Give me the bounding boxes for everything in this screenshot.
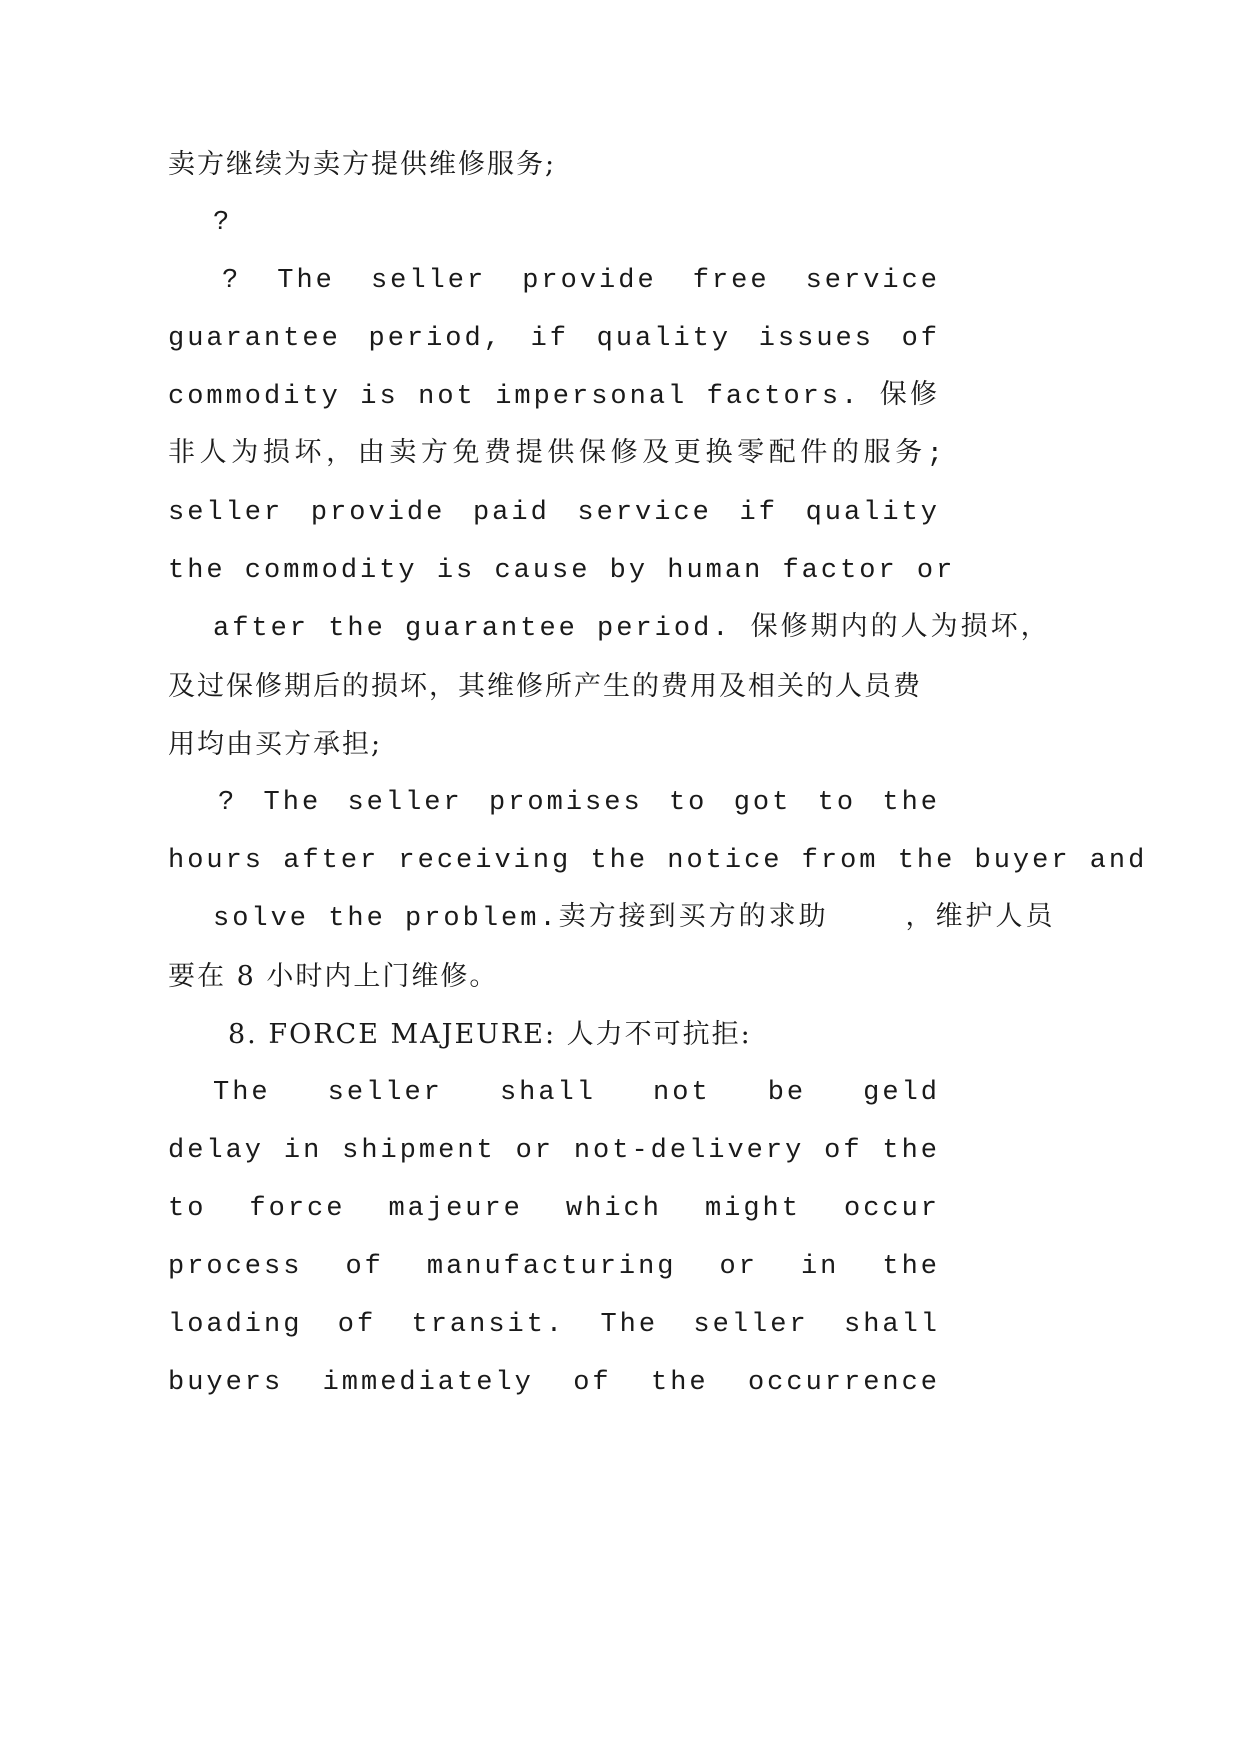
- text-line: 用均由买方承担;: [168, 729, 383, 760]
- text-line: 及过保修期后的损坏，其维修所产生的费用及相关的人员费: [168, 671, 922, 702]
- text-line: guarantee period, if quality issues of: [168, 324, 940, 354]
- text-line: buyers immediately of the occurrence: [168, 1368, 940, 1398]
- text-line: ? The seller provide free service: [222, 266, 940, 296]
- text-line: 非人为损坏，由卖方免费提供保修及更换零配件的服务;: [168, 440, 946, 470]
- text-line: process of manufacturing or in the: [168, 1252, 940, 1282]
- section-heading: 8. FORCE MAJEURE: 人力不可抗拒:: [228, 1019, 752, 1050]
- text-line: The seller shall not be geld: [213, 1078, 940, 1108]
- text-line: delay in shipment or not-delivery of the: [168, 1136, 940, 1166]
- text-line: the commodity is cause by human factor or: [168, 556, 956, 586]
- text-line: commodity is not impersonal factors. 保修: [168, 382, 940, 412]
- text-line: seller provide paid service if quality: [168, 498, 940, 528]
- text-line: loading of transit. The seller shall: [168, 1310, 940, 1340]
- text-line: to force majeure which might occur: [168, 1194, 940, 1224]
- text-line: hours after receiving the notice from the buyer and: [168, 846, 1148, 876]
- text-line: 要在 8 小时内上门维修。: [168, 961, 499, 992]
- text-line: after the guarantee period. 保修期内的人为损坏，: [213, 614, 1051, 644]
- text-line: ?: [213, 208, 233, 238]
- text-line: 卖方继续为卖方提供维修服务;: [168, 149, 557, 180]
- text-line: solve the problem.卖方接到买方的求助 ，维护人员: [213, 904, 1056, 934]
- text-line: ? The seller promises to got to the: [218, 788, 940, 818]
